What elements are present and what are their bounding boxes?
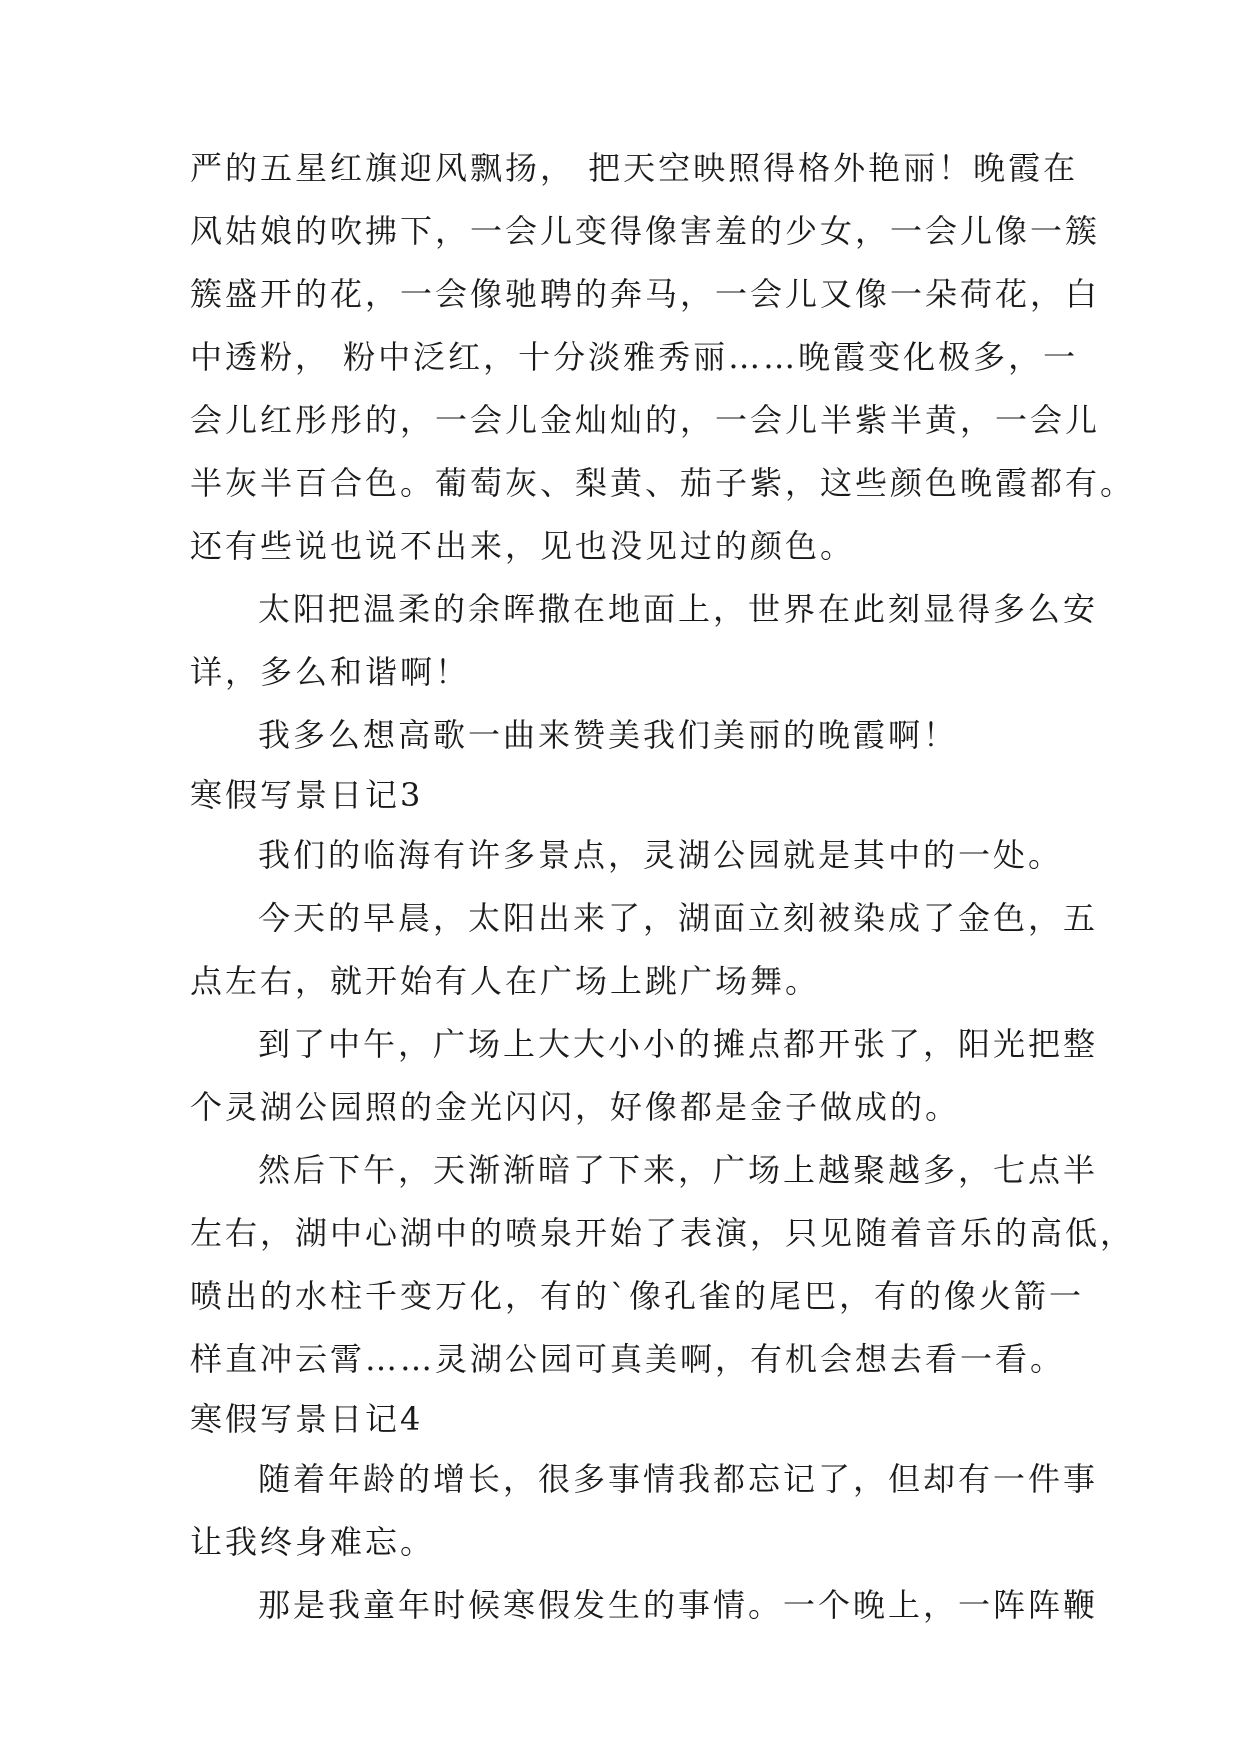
paragraph-first-line: 今天的早晨，太阳出来了，湖面立刻被染成了金色，五: [258, 899, 1099, 937]
text-line: 让我终身难忘。: [190, 1523, 436, 1561]
paragraph-first-line: 随着年龄的增长，很多事情我都忘记了，但却有一件事: [258, 1460, 1099, 1498]
text-line: 还有些说也说不出来，见也没见过的颜色。: [190, 527, 856, 565]
text-line: 簇盛开的花，一会像驰聘的奔马，一会儿又像一朵荷花，白: [190, 275, 1101, 313]
text-line: 左右，湖中心湖中的喷泉开始了表演，只见随着音乐的高低，: [190, 1214, 1136, 1252]
text-line: 个灵湖公园照的金光闪闪，好像都是金子做成的。: [190, 1088, 961, 1126]
section-heading: 寒假写景日记3: [190, 776, 424, 814]
paragraph-first-line: 到了中午，广场上大大小小的摊点都开张了，阳光把整: [258, 1025, 1099, 1063]
paragraph-first-line: 我多么想高歌一曲来赞美我们美丽的晚霞啊！: [258, 716, 959, 754]
text-line: 喷出的水柱千变万化，有的`像孔雀的尾巴，有的像火箭一: [190, 1277, 1085, 1315]
paragraph-first-line: 然后下午，天渐渐暗了下来，广场上越聚越多，七点半: [258, 1151, 1099, 1189]
text-line: 样直冲云霄……灵湖公园可真美啊，有机会想去看一看。: [190, 1340, 1066, 1378]
paragraph-first-line: 我们的临海有许多景点，灵湖公园就是其中的一处。: [258, 836, 1064, 874]
text-line: 风姑娘的吹拂下，一会儿变得像害羞的少女，一会儿像一簇: [190, 212, 1101, 250]
text-line: 半灰半百合色。葡萄灰、梨黄、茄子紫，这些颜色晚霞都有。: [190, 464, 1136, 502]
paragraph-first-line: 那是我童年时候寒假发生的事情。一个晚上，一阵阵鞭: [258, 1586, 1099, 1624]
text-line: 点左右，就开始有人在广场上跳广场舞。: [190, 962, 821, 1000]
text-line: 中透粉， 粉中泛红，十分淡雅秀丽……晚霞变化极多，一: [190, 338, 1079, 376]
paragraph-first-line: 太阳把温柔的余晖撒在地面上，世界在此刻显得多么安: [258, 590, 1099, 628]
text-line: 会儿红彤彤的，一会儿金灿灿的，一会儿半紫半黄，一会儿: [190, 401, 1101, 439]
text-line: 详，多么和谐啊！: [190, 653, 471, 691]
section-heading: 寒假写景日记4: [190, 1400, 424, 1438]
text-line: 严的五星红旗迎风飘扬， 把天空映照得格外艳丽！晚霞在: [190, 149, 1079, 187]
